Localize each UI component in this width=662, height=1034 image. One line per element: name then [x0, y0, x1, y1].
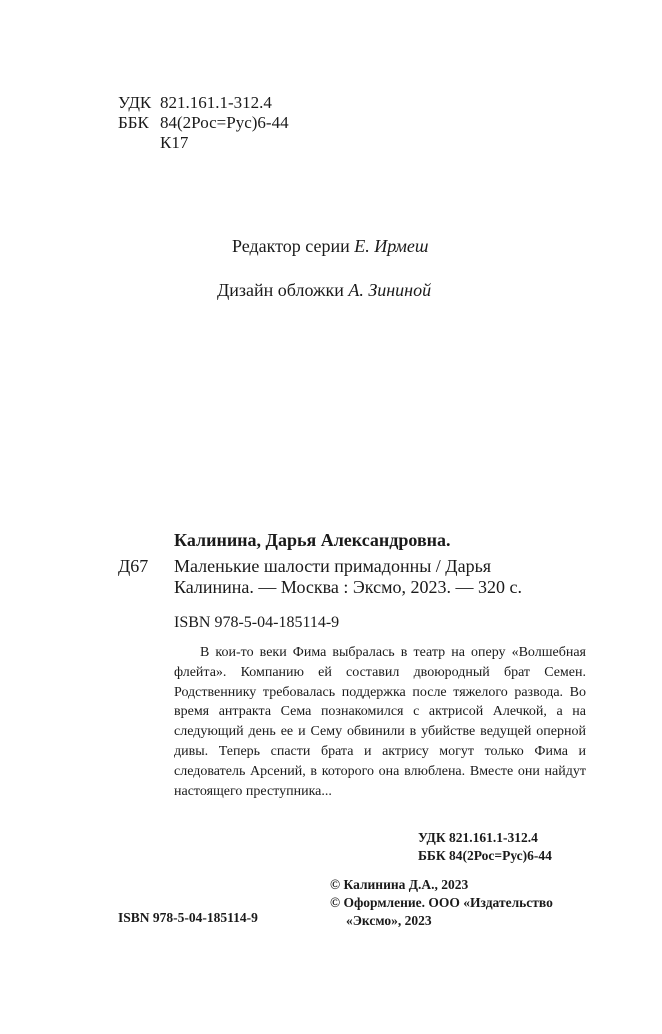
author-mark: К17 [160, 133, 189, 152]
record-title-line2: Калинина. — Москва : Эксмо, 2023. — 320 с. [174, 577, 522, 597]
record-code: Д67 [118, 556, 149, 576]
series-editor [232, 235, 428, 257]
design-label: Дизайн обложки [217, 280, 344, 300]
editor-name: Е. Ирмеш [354, 236, 429, 256]
bbk-value: 84(2Рос=Рус)6-44 [160, 113, 289, 132]
cover-design [217, 279, 431, 301]
copyright-design: © Оформление. ООО «Издательство [330, 895, 553, 910]
udk-line-bottom: УДК 821.161.1-312.4 [418, 830, 538, 845]
copyright-design-cont: «Эксмо», 2023 [346, 913, 432, 928]
record-title-line1: Маленькие шалости примадонны / Дарья [174, 556, 492, 576]
editor-label: Редактор серии [232, 236, 350, 256]
bbk-label: ББК [118, 113, 149, 132]
udk-label: УДК [118, 93, 152, 112]
annotation: В кои-то веки Фима выбралась в театр на оперу «Волшебная флейта». Компанию ей составил двоюродный брат Семен. Родственнику требовалась поддержка после тяжелого развода. Во время антракта Сема познакомился с актрисой Алечкой, а на следующий день ее и Сему обвинили в убийстве ведущей оперной дивы. Теперь спасти брата и актрису могут только Фима и следователь Арсений, в которого она влюблена. Вместе они найдут настоящего преступника... [174, 645, 586, 799]
copyright-author: © Калинина Д.А., 2023 [330, 877, 469, 892]
design-name: А. Зининой [348, 280, 432, 300]
udk-line-top [118, 93, 272, 113]
footer-isbn: ISBN 978-5-04-185114-9 [118, 910, 258, 925]
udk-value: 821.161.1-312.4 [160, 93, 272, 112]
bbk-line-bottom: ББК 84(2Рос=Рус)6-44 [418, 848, 552, 863]
record-isbn: ISBN 978-5-04-185114-9 [174, 614, 340, 631]
record-title [174, 556, 594, 598]
bbk-line-top [118, 113, 289, 133]
record-author: Калинина, Дарья Александровна. [174, 530, 451, 550]
